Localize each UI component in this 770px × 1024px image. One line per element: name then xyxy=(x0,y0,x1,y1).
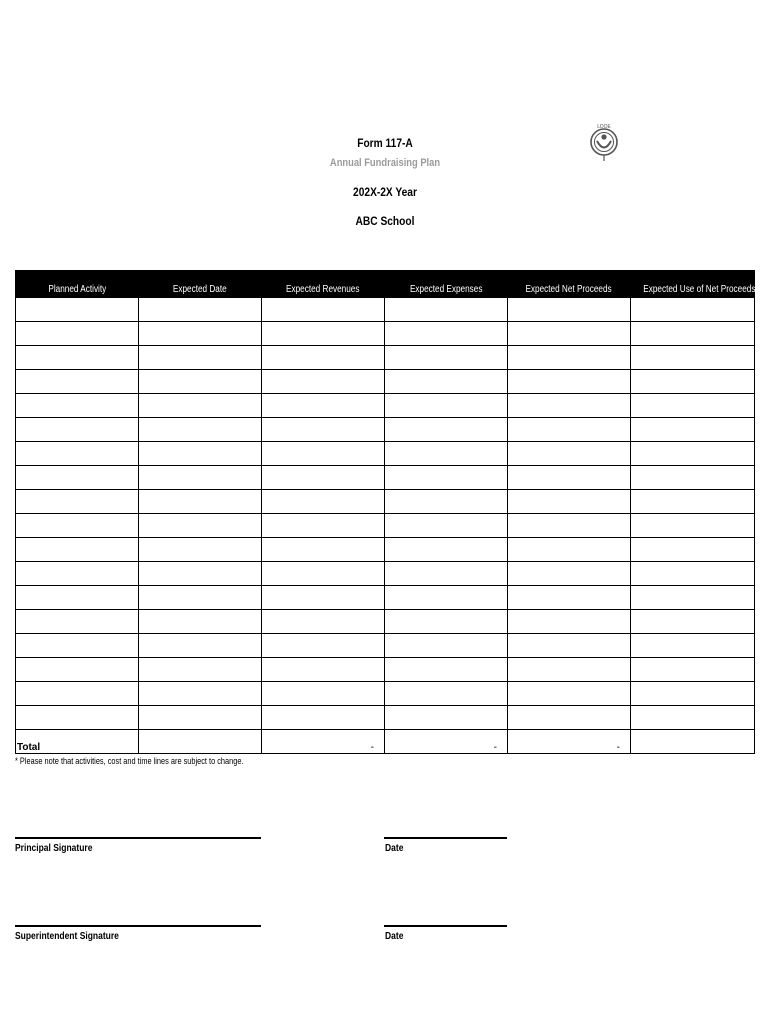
cell-expected-expenses[interactable] xyxy=(385,370,508,394)
cell-planned-activity[interactable] xyxy=(16,418,139,442)
cell-expected-date[interactable] xyxy=(139,538,262,562)
total-cell-use[interactable] xyxy=(631,730,755,754)
cell-expected-revenues[interactable] xyxy=(262,490,385,514)
cell-expected-use[interactable] xyxy=(631,490,755,514)
table-row xyxy=(16,466,755,490)
superintendent-signature-label: Superintendent Signature xyxy=(15,931,119,942)
cell-expected-net-proceeds[interactable] xyxy=(508,346,631,370)
cell-expected-use[interactable] xyxy=(631,562,755,586)
col-header-expected-expenses: Expected Expenses xyxy=(385,271,508,298)
cell-expected-revenues[interactable] xyxy=(262,610,385,634)
cell-expected-date[interactable] xyxy=(139,562,262,586)
form-year: 202X-2X Year xyxy=(353,185,417,199)
cell-planned-activity[interactable] xyxy=(16,562,139,586)
cell-expected-expenses[interactable] xyxy=(385,322,508,346)
cell-expected-expenses[interactable] xyxy=(385,514,508,538)
table-row xyxy=(16,394,755,418)
cell-expected-net-proceeds[interactable] xyxy=(508,538,631,562)
form-subtitle: Annual Fundraising Plan xyxy=(329,157,441,169)
superintendent-date-label: Date xyxy=(385,931,404,942)
cell-expected-expenses[interactable] xyxy=(385,538,508,562)
cell-planned-activity[interactable] xyxy=(16,514,139,538)
cell-expected-revenues[interactable] xyxy=(262,394,385,418)
table-row xyxy=(16,682,755,706)
cell-expected-date[interactable] xyxy=(139,610,262,634)
cell-expected-revenues[interactable] xyxy=(262,370,385,394)
cell-expected-revenues[interactable] xyxy=(262,682,385,706)
cell-expected-revenues[interactable] xyxy=(262,466,385,490)
table-row xyxy=(16,322,755,346)
cell-expected-use[interactable] xyxy=(631,514,755,538)
table-row xyxy=(16,706,755,730)
cell-expected-use[interactable] xyxy=(631,586,755,610)
fundraising-plan-table xyxy=(15,270,755,754)
cell-expected-net-proceeds[interactable] xyxy=(508,610,631,634)
cell-expected-date[interactable] xyxy=(139,442,262,466)
cell-expected-date[interactable] xyxy=(139,298,262,322)
cell-expected-net-proceeds[interactable] xyxy=(508,562,631,586)
cell-expected-use[interactable] xyxy=(631,394,755,418)
total-row xyxy=(16,730,755,754)
cell-expected-net-proceeds[interactable] xyxy=(508,490,631,514)
cell-expected-revenues[interactable] xyxy=(262,586,385,610)
cell-expected-expenses[interactable] xyxy=(385,682,508,706)
cell-expected-date[interactable] xyxy=(139,634,262,658)
cell-expected-date[interactable] xyxy=(139,706,262,730)
cell-expected-date[interactable] xyxy=(139,514,262,538)
table-row xyxy=(16,514,755,538)
cell-expected-expenses[interactable] xyxy=(385,586,508,610)
cell-expected-expenses[interactable] xyxy=(385,418,508,442)
cell-expected-use[interactable] xyxy=(631,466,755,490)
cell-planned-activity[interactable] xyxy=(16,322,139,346)
cell-expected-net-proceeds[interactable] xyxy=(508,442,631,466)
cell-expected-use[interactable] xyxy=(631,322,755,346)
cell-expected-date[interactable] xyxy=(139,346,262,370)
cell-expected-revenues[interactable] xyxy=(262,634,385,658)
cell-expected-use[interactable] xyxy=(631,538,755,562)
total-cell-expenses: - xyxy=(385,730,508,754)
cell-expected-revenues[interactable] xyxy=(262,658,385,682)
cell-expected-net-proceeds[interactable] xyxy=(508,466,631,490)
cell-planned-activity[interactable] xyxy=(16,610,139,634)
cell-planned-activity[interactable] xyxy=(16,586,139,610)
principal-date-label: Date xyxy=(385,843,404,854)
cell-planned-activity[interactable] xyxy=(16,394,139,418)
svg-text:LDOE: LDOE xyxy=(597,124,611,130)
cell-planned-activity[interactable] xyxy=(16,442,139,466)
cell-expected-revenues[interactable] xyxy=(262,298,385,322)
cell-expected-date[interactable] xyxy=(139,490,262,514)
cell-expected-net-proceeds[interactable] xyxy=(508,514,631,538)
superintendent-date-line[interactable] xyxy=(384,925,507,927)
cell-expected-revenues[interactable] xyxy=(262,418,385,442)
cell-expected-revenues[interactable] xyxy=(262,442,385,466)
table-row xyxy=(16,418,755,442)
cell-expected-use[interactable] xyxy=(631,418,755,442)
principal-date-line[interactable] xyxy=(384,837,507,839)
table-row xyxy=(16,346,755,370)
cell-expected-date[interactable] xyxy=(139,322,262,346)
cell-planned-activity[interactable] xyxy=(16,634,139,658)
table-row xyxy=(16,442,755,466)
cell-expected-use[interactable] xyxy=(631,298,755,322)
cell-expected-revenues[interactable] xyxy=(262,706,385,730)
cell-expected-date[interactable] xyxy=(139,370,262,394)
total-label: Total xyxy=(16,730,139,754)
table-row xyxy=(16,490,755,514)
cell-expected-expenses[interactable] xyxy=(385,490,508,514)
cell-expected-expenses[interactable] xyxy=(385,658,508,682)
cell-expected-use[interactable] xyxy=(631,706,755,730)
table-row xyxy=(16,610,755,634)
principal-signature-label: Principal Signature xyxy=(15,843,93,854)
cell-planned-activity[interactable] xyxy=(16,346,139,370)
cell-expected-use[interactable] xyxy=(631,346,755,370)
cell-expected-revenues[interactable] xyxy=(262,514,385,538)
cell-expected-expenses[interactable] xyxy=(385,466,508,490)
cell-planned-activity[interactable] xyxy=(16,298,139,322)
cell-expected-expenses[interactable] xyxy=(385,562,508,586)
cell-expected-net-proceeds[interactable] xyxy=(508,634,631,658)
cell-expected-date[interactable] xyxy=(139,466,262,490)
cell-planned-activity[interactable] xyxy=(16,370,139,394)
cell-expected-net-proceeds[interactable] xyxy=(508,706,631,730)
col-header-expected-net-proceeds: Expected Net Proceeds xyxy=(508,271,631,298)
cell-expected-date[interactable] xyxy=(139,586,262,610)
cell-expected-net-proceeds[interactable] xyxy=(508,658,631,682)
cell-expected-net-proceeds[interactable] xyxy=(508,394,631,418)
total-cell-revenues: - xyxy=(262,730,385,754)
table-row xyxy=(16,586,755,610)
cell-planned-activity[interactable] xyxy=(16,490,139,514)
table-row xyxy=(16,370,755,394)
disclaimer-note: * Please note that activities, cost and time lines are subject to change. xyxy=(15,756,244,766)
superintendent-signature-line[interactable] xyxy=(15,925,261,927)
col-header-expected-revenues: Expected Revenues xyxy=(262,271,385,298)
cell-expected-revenues[interactable] xyxy=(262,322,385,346)
cell-expected-use[interactable] xyxy=(631,634,755,658)
cell-planned-activity[interactable] xyxy=(16,538,139,562)
cell-expected-net-proceeds[interactable] xyxy=(508,682,631,706)
cell-expected-revenues[interactable] xyxy=(262,562,385,586)
cell-expected-revenues[interactable] xyxy=(262,538,385,562)
cell-expected-date[interactable] xyxy=(139,418,262,442)
principal-signature-line[interactable] xyxy=(15,837,261,839)
cell-expected-use[interactable] xyxy=(631,370,755,394)
cell-expected-use[interactable] xyxy=(631,610,755,634)
cell-expected-expenses[interactable] xyxy=(385,346,508,370)
cell-expected-date[interactable] xyxy=(139,658,262,682)
total-cell-date[interactable] xyxy=(139,730,262,754)
cell-expected-net-proceeds[interactable] xyxy=(508,370,631,394)
cell-planned-activity[interactable] xyxy=(16,466,139,490)
cell-expected-net-proceeds[interactable] xyxy=(508,298,631,322)
table-row xyxy=(16,634,755,658)
cell-expected-expenses[interactable] xyxy=(385,610,508,634)
cell-expected-use[interactable] xyxy=(631,442,755,466)
col-header-expected-date: Expected Date xyxy=(139,271,262,298)
cell-expected-use[interactable] xyxy=(631,658,755,682)
table-row xyxy=(16,538,755,562)
col-header-expected-use: Expected Use of Net Proceeds xyxy=(631,271,755,298)
cell-expected-expenses[interactable] xyxy=(385,706,508,730)
cell-expected-net-proceeds[interactable] xyxy=(508,586,631,610)
total-cell-net-proceeds: - xyxy=(508,730,631,754)
school-name: ABC School xyxy=(355,214,415,228)
cell-expected-net-proceeds[interactable] xyxy=(508,322,631,346)
cell-expected-expenses[interactable] xyxy=(385,394,508,418)
cell-expected-expenses[interactable] xyxy=(385,298,508,322)
cell-expected-net-proceeds[interactable] xyxy=(508,418,631,442)
cell-planned-activity[interactable] xyxy=(16,682,139,706)
cell-expected-use[interactable] xyxy=(631,682,755,706)
col-header-planned-activity: Planned Activity xyxy=(16,271,139,298)
cell-expected-expenses[interactable] xyxy=(385,634,508,658)
table-row xyxy=(16,562,755,586)
table-row xyxy=(16,298,755,322)
cell-expected-date[interactable] xyxy=(139,682,262,706)
ldoe-logo xyxy=(588,120,620,164)
table-header-row xyxy=(16,271,755,298)
form-title: Form 117-A xyxy=(357,136,413,150)
cell-expected-revenues[interactable] xyxy=(262,346,385,370)
cell-planned-activity[interactable] xyxy=(16,658,139,682)
cell-expected-date[interactable] xyxy=(139,394,262,418)
cell-expected-expenses[interactable] xyxy=(385,442,508,466)
cell-planned-activity[interactable] xyxy=(16,706,139,730)
table-row xyxy=(16,658,755,682)
